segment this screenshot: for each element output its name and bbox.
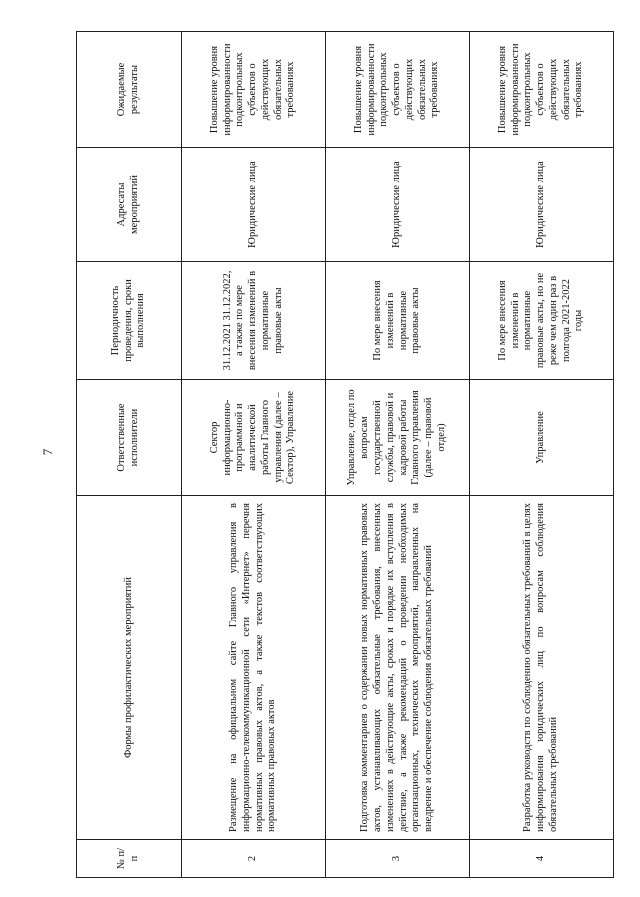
table-header-row xyxy=(77,32,182,878)
row-period: По мере внесения изменений в нормативные правовые акты, но не реже чем один раз в полгода 2021-2022 годы xyxy=(470,262,614,380)
header-results: Ожидаемые результаты xyxy=(77,32,182,148)
row-period: 31.12.2021 31.12.2022, а также по мере внесения изменений в нормативные правовые акты xyxy=(182,262,326,380)
row-responsible: Управление, отдел по вопросам государственной службы, правовой и кадровой работы Главного управления (далее – правовой отдел) xyxy=(326,380,470,496)
page-number: 7 xyxy=(40,448,55,456)
row-results: Повышение уровня информированности подконтрольных субъектов о действующих обязательных требованиях xyxy=(326,32,470,148)
header-addressees: Адресаты мероприятий xyxy=(77,148,182,262)
row-responsible: Управление xyxy=(470,380,614,496)
row-form: Разработка руководств по соблюдению обязательных требований в целях информирования юридических лиц по вопросам соблюдения обязательных требований xyxy=(470,496,614,840)
row-number: 2 xyxy=(182,840,326,878)
header-num: № п/п xyxy=(77,840,182,878)
rotated-table-container xyxy=(76,32,604,878)
header-responsible: Ответственные исполнители xyxy=(77,380,182,496)
row-form: Подготовка комментариев о содержании новых нормативных правовых актов, устанавливающих обязательные требования, внесенных изменениях в действующие акты, сроках и порядке их вступления в действие, а также рекомендаций о проведении необходимых организационных, технических мероприятий, направленных на внедрение и обеспечение соблюдения обязательных требований xyxy=(326,496,470,840)
table-row xyxy=(470,32,614,878)
header-forms: Формы профилактических мероприятий xyxy=(77,496,182,840)
row-number: 4 xyxy=(470,840,614,878)
row-results: Повышение уровня информированности подконтрольных субъектов о действующих обязательных требованиях xyxy=(182,32,326,148)
measures-table xyxy=(76,31,614,878)
row-addressees: Юридические лица xyxy=(182,148,326,262)
row-responsible: Сектор информационно-программной и аналитической работы Главного управления (далее – Сектор), Управление xyxy=(182,380,326,496)
table-row xyxy=(182,32,326,878)
row-results: Повышение уровня информированности подконтрольных субъектов о действующих обязательных требованиях xyxy=(470,32,614,148)
row-addressees: Юридические лица xyxy=(326,148,470,262)
row-period: По мере внесения изменений в нормативные правовые акты xyxy=(326,262,470,380)
table-row xyxy=(326,32,470,878)
row-form: Размещение на официальном сайте Главного управления в информационно-телекоммуникационной сети «Интернет» перечня нормативных правовых актов, а также текстов соответствующих нормативных правовых актов xyxy=(182,496,326,840)
row-number: 3 xyxy=(326,840,470,878)
header-periodicity: Периодичность проведения, сроки выполнения xyxy=(77,262,182,380)
row-addressees: Юридические лица xyxy=(470,148,614,262)
